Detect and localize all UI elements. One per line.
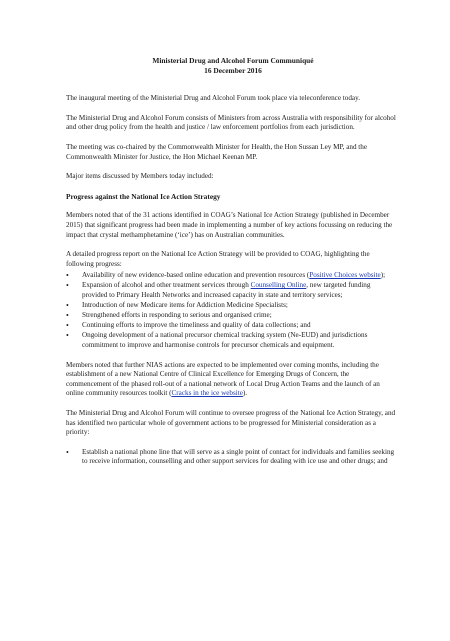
intro-paragraph-1: The inaugural meeting of the Ministerial Drug and Alcohol Forum took place via teleconference today.: [66, 94, 360, 103]
title-date: 16 December 2016: [204, 65, 262, 75]
list-item: • Continuing efforts to improve the timeliness and quality of data collections; and: [66, 321, 396, 331]
list-item-text: );: [380, 271, 386, 280]
list-item: [66, 281, 396, 300]
list-item-text: Availability of new evidence-based online education and prevention resources (: [82, 271, 310, 280]
list-item-text: , new targeted funding provided to Primary Health Networks and increased capacity in state and territory services;: [82, 281, 371, 299]
list-item: • Ongoing development of a national precursor chemical tracking system (Ne-EUD) and jurisdictions commitment to improve and harmonise controls for precursor chemicals and equipment.: [66, 331, 396, 350]
list-item-text: Expansion of alcohol and other treatment services through: [82, 281, 251, 290]
intro-paragraph-2: The Ministerial Drug and Alcohol Forum consists of Ministers from across Australia with responsibility for alcohol and other drug policy from the health and justice / law enforcement portfolios from each jurisdiction.: [66, 113, 396, 132]
section-paragraph-4: The Ministerial Drug and Alcohol Forum will continue to oversee progress of the National Ice Action Strategy, and has identified two particular whole of government actions to be progressed for Ministerial consideration as a priority:: [66, 408, 396, 437]
paragraph-text: ).: [242, 389, 248, 398]
document-title: [66, 56, 396, 75]
title-line-1: Ministerial Drug and Alcohol Forum Communiqué: [152, 56, 314, 65]
section-heading: Progress against the National Ice Action Strategy: [66, 191, 221, 201]
section-paragraph-3: [66, 361, 396, 399]
list-item: • Introduction of new Medicare items for Addiction Medicine Specialists;: [66, 301, 396, 311]
counselling-online-link[interactable]: Counselling Online: [250, 281, 307, 290]
progress-list: [66, 271, 396, 350]
cracks-in-the-ice-link[interactable]: Cracks in the ice website: [171, 389, 243, 398]
section-paragraph-1: Members noted that of the 31 actions identified in COAG’s National Ice Action Strategy (published in December 2015) that significant progress had been made in implementing a number of key actions focussing on reducing the impact that crystal methamphetamine (‘ice’) has on Australian communities.: [66, 211, 393, 239]
priority-list: [66, 448, 396, 467]
list-item: • Establish a national phone line that will serve as a single point of contact for individuals and families seeking to receive information, counselling and other support services for dealing with ice use and other drugs; and: [66, 448, 396, 467]
paragraph-text: Members noted that further NIAS actions are expected to be implemented over coming months, including the establishment of a new National Centre of Clinical Excellence for Emerging Drugs of Concern, the commencement of the phased roll-out of a national network of Local Drug Action Teams and the launch of an online community resources toolkit (: [66, 360, 380, 398]
intro-paragraph-4: Major items discussed by Members today included:: [66, 172, 214, 181]
intro-paragraph-3: The meeting was co-chaired by the Commonwealth Minister for Health, the Hon Sussan Ley MP, and the Commonwealth Minister for Justice, the Hon Michael Keenan MP.: [66, 142, 368, 161]
section-paragraph-2: A detailed progress report on the National Ice Action Strategy will be provided to COAG, highlighting the following progress:: [66, 250, 370, 268]
list-item: [66, 271, 396, 281]
positive-choices-link[interactable]: Positive Choices website: [309, 271, 381, 280]
list-item: • Strengthened efforts in responding to serious and organised crime;: [66, 311, 396, 321]
